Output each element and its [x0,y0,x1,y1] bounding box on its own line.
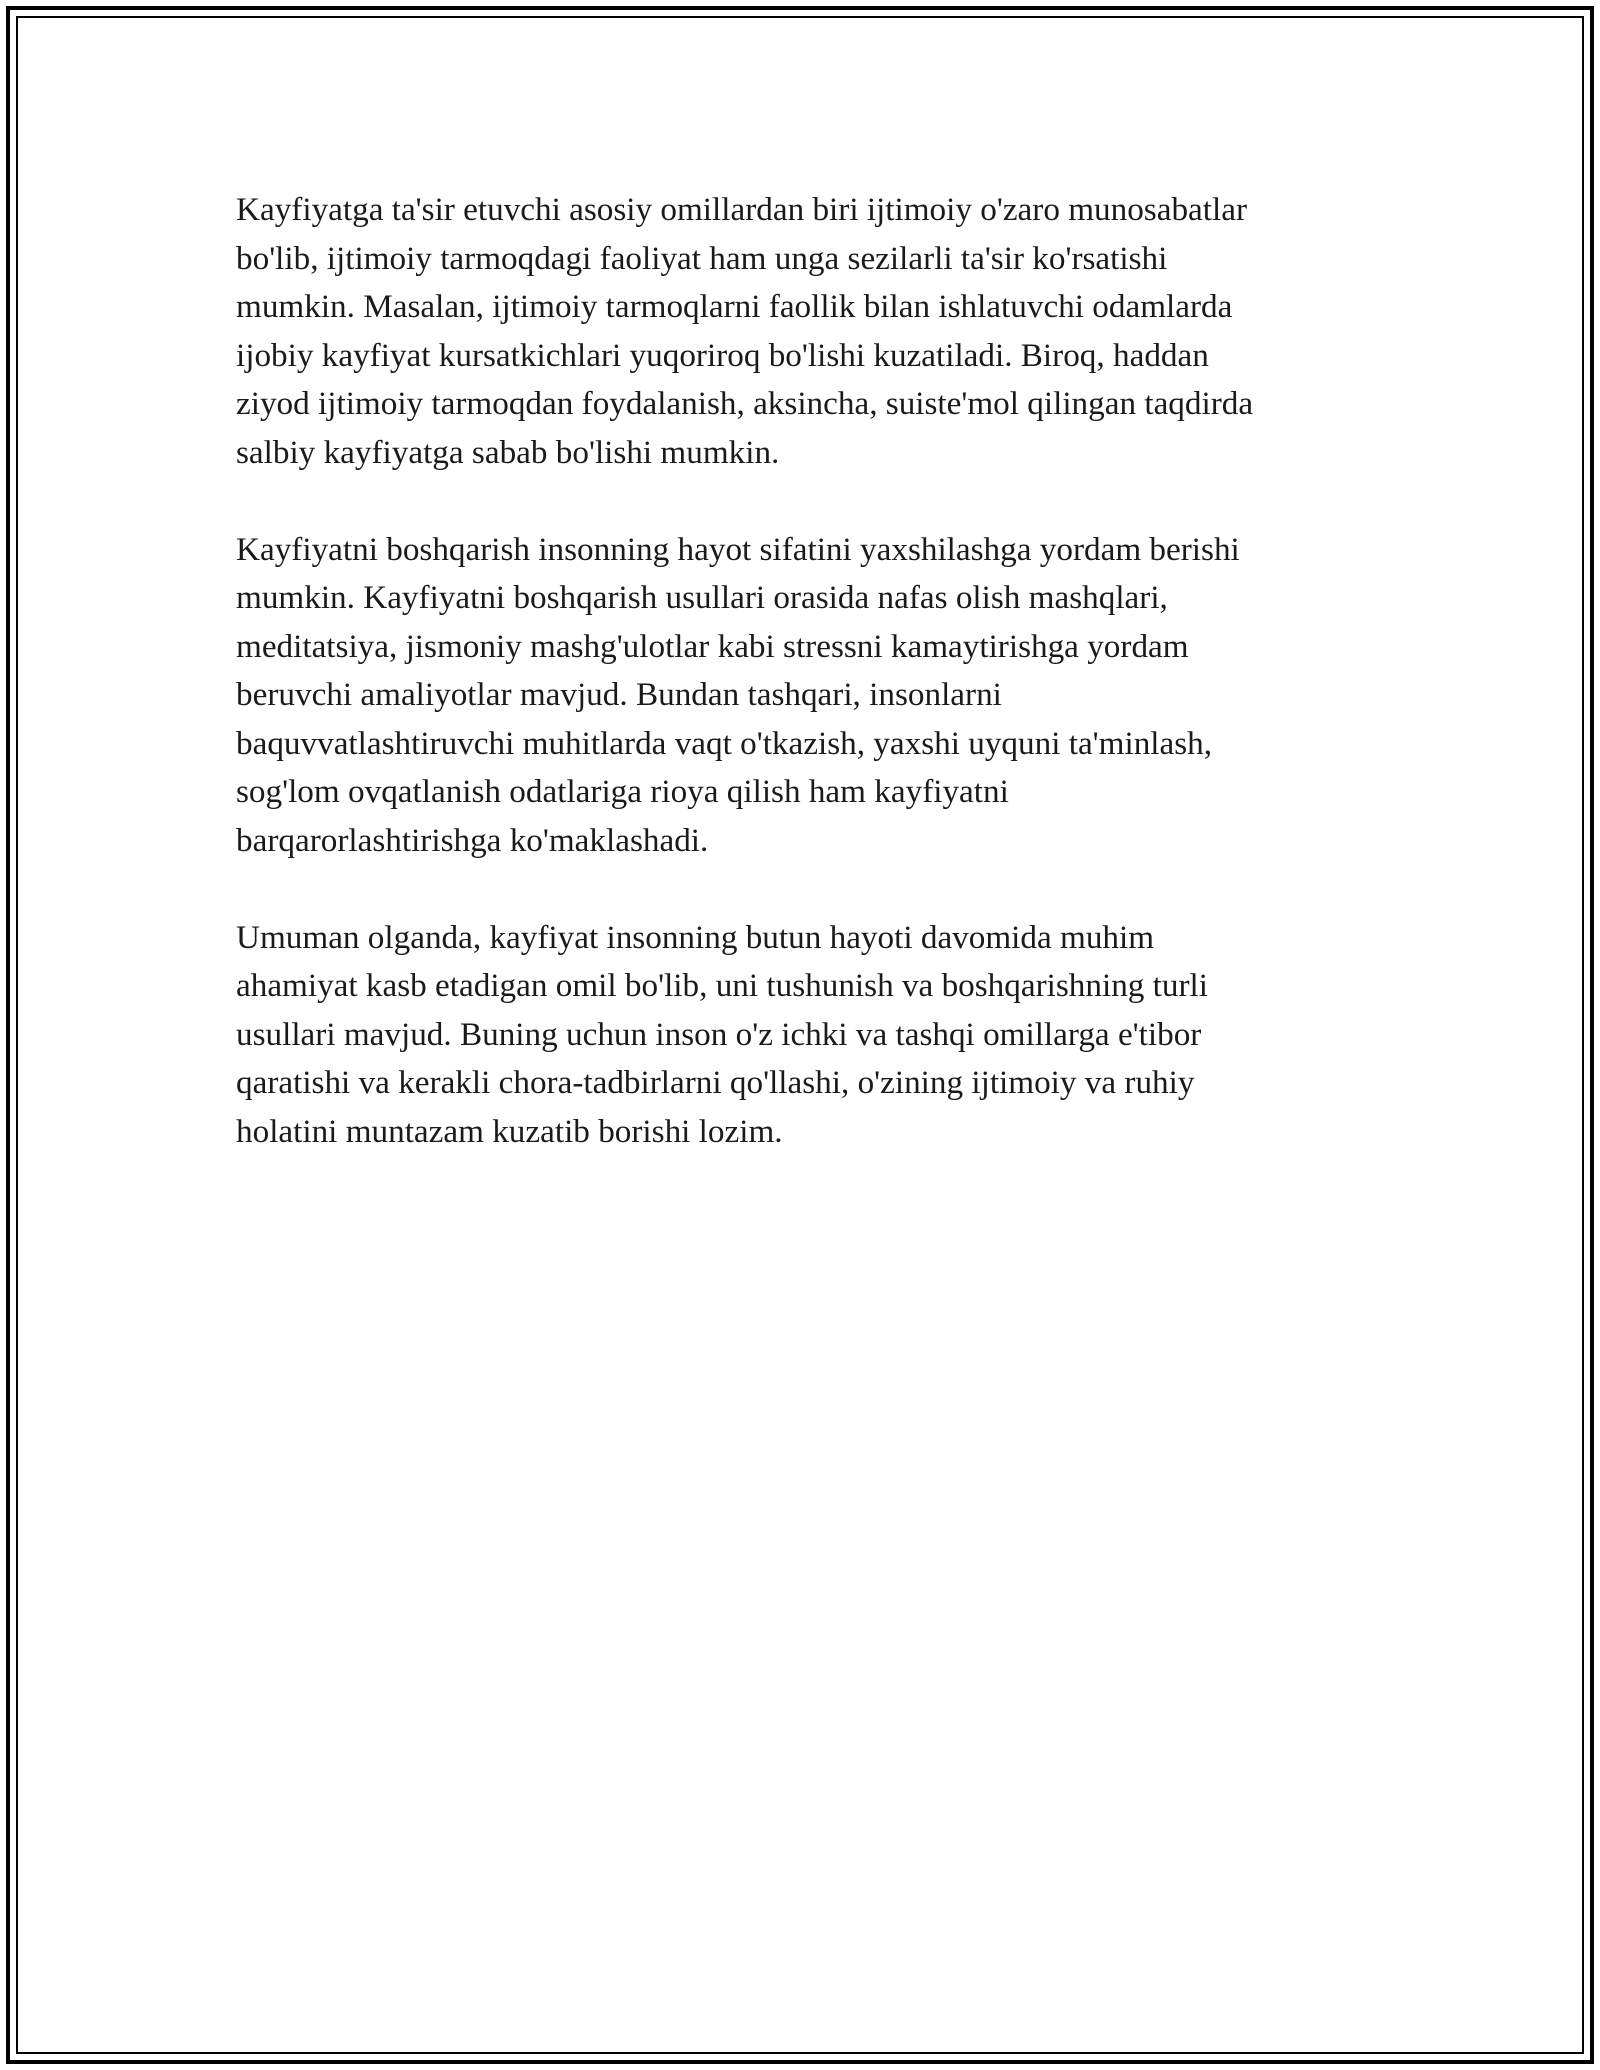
text-line: qaratishi va kerakli chora-tadbirlarni qo'llashi, o'zining ijtimoiy va ruhiy [236,1064,1195,1101]
text-line: salbiy kayfiyatga sabab bo'lishi mumkin. [236,433,780,471]
text-line: bo'lib, ijtimoiy tarmoqdagi faoliyat ham unga sezilarli ta'sir ko'rsatishi [236,239,1168,277]
text-line: beruvchi amaliyotlar mavjud. Bundan tashqari, insonlarni [236,676,1002,713]
paragraph-2 [236,526,1366,866]
text-line: usullari mavjud. Buning uchun inson o'z ichki va tashqi omillarga e'tibor [236,1015,1202,1053]
text-line: ahamiyat kasb etadigan omil bo'lib, uni tushunish va boshqarishning turli [236,967,1208,1004]
paragraph-1 [236,186,1366,477]
text-line: sog'lom ovqatlanish odatlariga rioya qilish ham kayfiyatni [236,773,1009,810]
text-line: mumkin. Masalan, ijtimoiy tarmoqlarni faollik bilan ishlatuvchi odamlarda [236,288,1233,325]
document-body [236,186,1366,1205]
text-line: ziyod ijtimoiy tarmoqdan foydalanish, aksincha, suiste'mol qilingan taqdirda [236,385,1254,422]
text-line: holatini muntazam kuzatib borishi lozim. [236,1112,783,1150]
text-line: mumkin. Kayfiyatni boshqarish usullari orasida nafas olish mashqlari, [236,579,1168,616]
text-line: barqarorlashtirishga ko'maklashadi. [236,821,709,859]
text-line: Umuman olganda, kayfiyat insonning butun hayoti davomida muhim [236,918,1155,956]
text-line: baquvvatlashtiruvchi muhitlarda vaqt o'tkazish, yaxshi uyquni ta'minlash, [236,724,1213,762]
text-line: Kayfiyatga ta'sir etuvchi asosiy omillardan biri ijtimoiy o'zaro munosabatlar [236,191,1248,228]
text-line: ijobiy kayfiyat kursatkichlari yuqoriroq bo'lishi kuzatiladi. Biroq, haddan [236,336,1209,374]
text-line: Kayfiyatni boshqarish insonning hayot sifatini yaxshilashga yordam berishi [236,530,1240,568]
paragraph-3 [236,914,1366,1157]
text-line: meditatsiya, jismoniy mashg'ulotlar kabi stressni kamaytirishga yordam [236,627,1189,665]
